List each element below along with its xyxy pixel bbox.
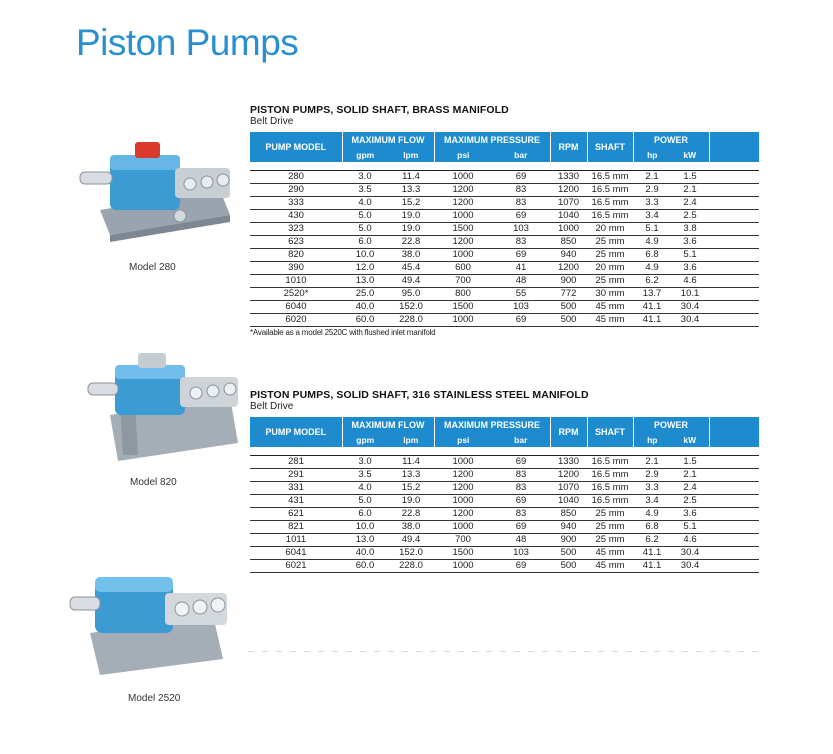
cell-rpm: 900 xyxy=(550,534,587,547)
cell-gpm: 4.0 xyxy=(342,482,388,495)
cell-hp: 4.9 xyxy=(633,508,671,521)
cell-gpm: 4.0 xyxy=(342,197,388,210)
cell-shaft: 25 mm xyxy=(587,236,633,249)
cell-blank xyxy=(709,482,759,495)
cell-hp: 3.3 xyxy=(633,197,671,210)
cell-psi: 1200 xyxy=(434,469,492,482)
cell-bar: 69 xyxy=(492,249,550,262)
table-row xyxy=(250,508,759,521)
header-hp: hp xyxy=(633,433,671,447)
cell-psi: 1000 xyxy=(434,171,492,184)
cell-hp: 6.2 xyxy=(633,275,671,288)
header-maximum-pressure: MAXIMUM PRESSURE xyxy=(434,132,550,148)
cell-bar: 69 xyxy=(492,560,550,573)
image-caption: Model 280 xyxy=(129,262,176,273)
cell-kw: 2.4 xyxy=(671,197,709,210)
cell-gpm: 3.5 xyxy=(342,184,388,197)
cell-lpm: 228.0 xyxy=(388,314,434,327)
header-lpm: lpm xyxy=(388,148,434,162)
cell-blank xyxy=(709,275,759,288)
cell-blank xyxy=(709,521,759,534)
cell-blank xyxy=(709,534,759,547)
cell-pump-model: 623 xyxy=(250,236,342,249)
cell-bar: 55 xyxy=(492,288,550,301)
cell-hp: 3.3 xyxy=(633,482,671,495)
spec-table-brass xyxy=(250,132,759,327)
header-shaft: SHAFT xyxy=(587,132,633,162)
cell-rpm: 1200 xyxy=(550,262,587,275)
cell-hp: 2.1 xyxy=(633,171,671,184)
cell-gpm: 13.0 xyxy=(342,534,388,547)
header-blank xyxy=(709,132,759,162)
cell-psi: 1200 xyxy=(434,236,492,249)
table-row xyxy=(250,521,759,534)
cell-psi: 1000 xyxy=(434,560,492,573)
cell-psi: 1000 xyxy=(434,456,492,469)
cell-blank xyxy=(709,210,759,223)
cell-hp: 3.4 xyxy=(633,495,671,508)
cell-psi: 1500 xyxy=(434,223,492,236)
table-row xyxy=(250,184,759,197)
cell-hp: 4.9 xyxy=(633,236,671,249)
cell-lpm: 15.2 xyxy=(388,197,434,210)
cell-kw: 3.6 xyxy=(671,236,709,249)
header-psi: psi xyxy=(434,148,492,162)
cell-bar: 69 xyxy=(492,495,550,508)
cell-hp: 3.4 xyxy=(633,210,671,223)
table-footnote: *Available as a model 2520C with flushed inlet manifold xyxy=(250,328,436,337)
cell-lpm: 13.3 xyxy=(388,184,434,197)
cell-rpm: 1070 xyxy=(550,197,587,210)
cell-hp: 41.1 xyxy=(633,314,671,327)
table-row xyxy=(250,236,759,249)
cell-psi: 1200 xyxy=(434,184,492,197)
cell-gpm: 40.0 xyxy=(342,301,388,314)
table-row xyxy=(250,456,759,469)
header-blank xyxy=(709,417,759,447)
cell-pump-model: 281 xyxy=(250,456,342,469)
header-hp: hp xyxy=(633,148,671,162)
cell-bar: 69 xyxy=(492,314,550,327)
header-maximum-flow: MAXIMUM FLOW xyxy=(342,417,434,433)
cell-shaft: 45 mm xyxy=(587,301,633,314)
cell-psi: 700 xyxy=(434,275,492,288)
cell-pump-model: 2520* xyxy=(250,288,342,301)
cell-shaft: 16.5 mm xyxy=(587,482,633,495)
image-caption: Model 2520 xyxy=(128,693,181,704)
cell-pump-model: 820 xyxy=(250,249,342,262)
faint-divider xyxy=(248,651,758,652)
cell-blank xyxy=(709,249,759,262)
table-row xyxy=(250,171,759,184)
section-stainless-manifold xyxy=(250,389,759,573)
cell-gpm: 5.0 xyxy=(342,210,388,223)
cell-kw: 2.1 xyxy=(671,184,709,197)
cell-psi: 800 xyxy=(434,288,492,301)
cell-pump-model: 333 xyxy=(250,197,342,210)
cell-kw: 2.5 xyxy=(671,495,709,508)
cell-gpm: 6.0 xyxy=(342,508,388,521)
header-bar: bar xyxy=(492,433,550,447)
cell-shaft: 45 mm xyxy=(587,314,633,327)
header-rpm: RPM xyxy=(550,417,587,447)
cell-psi: 700 xyxy=(434,534,492,547)
cell-gpm: 6.0 xyxy=(342,236,388,249)
cell-shaft: 16.5 mm xyxy=(587,456,633,469)
cell-bar: 83 xyxy=(492,482,550,495)
table-row xyxy=(250,534,759,547)
cell-rpm: 940 xyxy=(550,521,587,534)
cell-rpm: 1070 xyxy=(550,482,587,495)
cell-psi: 1000 xyxy=(434,210,492,223)
header-power: POWER xyxy=(633,417,709,433)
image-caption: Model 820 xyxy=(130,477,177,488)
cell-pump-model: 291 xyxy=(250,469,342,482)
header-bar: bar xyxy=(492,148,550,162)
cell-rpm: 500 xyxy=(550,547,587,560)
cell-lpm: 15.2 xyxy=(388,482,434,495)
table-row xyxy=(250,288,759,301)
table-row xyxy=(250,249,759,262)
cell-lpm: 11.4 xyxy=(388,456,434,469)
cell-pump-model: 6021 xyxy=(250,560,342,573)
cell-pump-model: 621 xyxy=(250,508,342,521)
cell-bar: 69 xyxy=(492,210,550,223)
cell-bar: 103 xyxy=(492,547,550,560)
cell-shaft: 16.5 mm xyxy=(587,495,633,508)
cell-hp: 6.8 xyxy=(633,249,671,262)
cell-rpm: 1330 xyxy=(550,171,587,184)
cell-hp: 5.1 xyxy=(633,223,671,236)
cell-rpm: 772 xyxy=(550,288,587,301)
header-gpm: gpm xyxy=(342,148,388,162)
cell-blank xyxy=(709,456,759,469)
cell-kw: 2.1 xyxy=(671,469,709,482)
cell-psi: 1200 xyxy=(434,197,492,210)
cell-shaft: 16.5 mm xyxy=(587,469,633,482)
table-row xyxy=(250,197,759,210)
cell-psi: 1000 xyxy=(434,521,492,534)
cell-lpm: 22.8 xyxy=(388,508,434,521)
cell-kw: 1.5 xyxy=(671,171,709,184)
cell-kw: 5.1 xyxy=(671,521,709,534)
cell-rpm: 500 xyxy=(550,560,587,573)
cell-kw: 4.6 xyxy=(671,275,709,288)
cell-blank xyxy=(709,184,759,197)
cell-pump-model: 6041 xyxy=(250,547,342,560)
cell-gpm: 25.0 xyxy=(342,288,388,301)
cell-gpm: 60.0 xyxy=(342,560,388,573)
cell-kw: 30.4 xyxy=(671,314,709,327)
cell-psi: 1200 xyxy=(434,508,492,521)
cell-rpm: 1200 xyxy=(550,184,587,197)
cell-rpm: 1330 xyxy=(550,456,587,469)
table-row xyxy=(250,469,759,482)
cell-bar: 69 xyxy=(492,456,550,469)
table-row xyxy=(250,560,759,573)
cell-pump-model: 323 xyxy=(250,223,342,236)
cell-lpm: 19.0 xyxy=(388,495,434,508)
cell-rpm: 1000 xyxy=(550,223,587,236)
cell-shaft: 25 mm xyxy=(587,521,633,534)
cell-hp: 4.9 xyxy=(633,262,671,275)
cell-lpm: 45.4 xyxy=(388,262,434,275)
header-maximum-flow: MAXIMUM FLOW xyxy=(342,132,434,148)
cell-hp: 41.1 xyxy=(633,547,671,560)
cell-shaft: 25 mm xyxy=(587,508,633,521)
cell-shaft: 30 mm xyxy=(587,288,633,301)
cell-blank xyxy=(709,223,759,236)
cell-gpm: 60.0 xyxy=(342,314,388,327)
cell-shaft: 25 mm xyxy=(587,534,633,547)
cell-lpm: 38.0 xyxy=(388,521,434,534)
cell-kw: 3.8 xyxy=(671,223,709,236)
cell-kw: 5.1 xyxy=(671,249,709,262)
cell-hp: 41.1 xyxy=(633,301,671,314)
cell-hp: 2.9 xyxy=(633,469,671,482)
cell-lpm: 19.0 xyxy=(388,223,434,236)
cell-blank xyxy=(709,236,759,249)
cell-pump-model: 821 xyxy=(250,521,342,534)
cell-rpm: 900 xyxy=(550,275,587,288)
header-gpm: gpm xyxy=(342,433,388,447)
cell-hp: 6.8 xyxy=(633,521,671,534)
cell-kw: 2.4 xyxy=(671,482,709,495)
cell-hp: 41.1 xyxy=(633,560,671,573)
section-subtitle: Belt Drive xyxy=(250,401,294,412)
section-title: PISTON PUMPS, SOLID SHAFT, BRASS MANIFOLD xyxy=(250,104,509,116)
header-power: POWER xyxy=(633,132,709,148)
cell-lpm: 49.4 xyxy=(388,534,434,547)
cell-lpm: 152.0 xyxy=(388,547,434,560)
header-lpm: lpm xyxy=(388,433,434,447)
header-shaft: SHAFT xyxy=(587,417,633,447)
table-row xyxy=(250,275,759,288)
cell-psi: 1200 xyxy=(434,482,492,495)
table-row xyxy=(250,210,759,223)
header-rpm: RPM xyxy=(550,132,587,162)
section-brass-manifold xyxy=(250,104,759,337)
cell-gpm: 3.0 xyxy=(342,171,388,184)
cell-psi: 1500 xyxy=(434,547,492,560)
cell-hp: 13.7 xyxy=(633,288,671,301)
table-row xyxy=(250,262,759,275)
cell-blank xyxy=(709,197,759,210)
cell-kw: 4.6 xyxy=(671,534,709,547)
cell-kw: 10.1 xyxy=(671,288,709,301)
cell-pump-model: 6020 xyxy=(250,314,342,327)
cell-kw: 30.4 xyxy=(671,301,709,314)
header-pump-model: PUMP MODEL xyxy=(250,417,342,447)
cell-psi: 1000 xyxy=(434,314,492,327)
section-subtitle: Belt Drive xyxy=(250,116,294,127)
cell-psi: 1500 xyxy=(434,301,492,314)
cell-shaft: 16.5 mm xyxy=(587,210,633,223)
cell-bar: 103 xyxy=(492,301,550,314)
table-row xyxy=(250,547,759,560)
cell-pump-model: 331 xyxy=(250,482,342,495)
cell-pump-model: 280 xyxy=(250,171,342,184)
cell-gpm: 13.0 xyxy=(342,275,388,288)
cell-gpm: 5.0 xyxy=(342,223,388,236)
header-pump-model: PUMP MODEL xyxy=(250,132,342,162)
cell-bar: 83 xyxy=(492,236,550,249)
cell-pump-model: 290 xyxy=(250,184,342,197)
cell-lpm: 38.0 xyxy=(388,249,434,262)
cell-psi: 1000 xyxy=(434,249,492,262)
cell-lpm: 228.0 xyxy=(388,560,434,573)
cell-gpm: 10.0 xyxy=(342,249,388,262)
cell-blank xyxy=(709,288,759,301)
cell-pump-model: 390 xyxy=(250,262,342,275)
cell-gpm: 40.0 xyxy=(342,547,388,560)
cell-bar: 83 xyxy=(492,197,550,210)
cell-gpm: 3.0 xyxy=(342,456,388,469)
cell-lpm: 13.3 xyxy=(388,469,434,482)
cell-kw: 30.4 xyxy=(671,547,709,560)
cell-kw: 3.6 xyxy=(671,262,709,275)
cell-bar: 103 xyxy=(492,223,550,236)
cell-rpm: 940 xyxy=(550,249,587,262)
cell-pump-model: 430 xyxy=(250,210,342,223)
cell-kw: 1.5 xyxy=(671,456,709,469)
cell-pump-model: 431 xyxy=(250,495,342,508)
cell-bar: 69 xyxy=(492,171,550,184)
cell-shaft: 25 mm xyxy=(587,249,633,262)
table-row xyxy=(250,301,759,314)
pump-image-model-280 xyxy=(70,120,240,245)
header-kw: kW xyxy=(671,433,709,447)
cell-rpm: 1200 xyxy=(550,469,587,482)
cell-shaft: 16.5 mm xyxy=(587,171,633,184)
cell-hp: 2.1 xyxy=(633,456,671,469)
cell-psi: 1000 xyxy=(434,495,492,508)
cell-blank xyxy=(709,262,759,275)
cell-kw: 2.5 xyxy=(671,210,709,223)
spec-table-stainless xyxy=(250,417,759,573)
cell-blank xyxy=(709,560,759,573)
cell-bar: 83 xyxy=(492,508,550,521)
cell-blank xyxy=(709,469,759,482)
cell-rpm: 1040 xyxy=(550,495,587,508)
table-row xyxy=(250,495,759,508)
cell-gpm: 5.0 xyxy=(342,495,388,508)
cell-hp: 2.9 xyxy=(633,184,671,197)
cell-lpm: 95.0 xyxy=(388,288,434,301)
header-maximum-pressure: MAXIMUM PRESSURE xyxy=(434,417,550,433)
table-row xyxy=(250,482,759,495)
cell-bar: 48 xyxy=(492,275,550,288)
cell-shaft: 20 mm xyxy=(587,262,633,275)
cell-psi: 600 xyxy=(434,262,492,275)
cell-rpm: 850 xyxy=(550,236,587,249)
header-kw: kW xyxy=(671,148,709,162)
cell-shaft: 45 mm xyxy=(587,560,633,573)
cell-lpm: 19.0 xyxy=(388,210,434,223)
cell-rpm: 500 xyxy=(550,301,587,314)
cell-gpm: 10.0 xyxy=(342,521,388,534)
pump-image-model-2520 xyxy=(65,555,235,675)
cell-lpm: 11.4 xyxy=(388,171,434,184)
cell-bar: 83 xyxy=(492,469,550,482)
cell-shaft: 16.5 mm xyxy=(587,197,633,210)
cell-lpm: 22.8 xyxy=(388,236,434,249)
section-title: PISTON PUMPS, SOLID SHAFT, 316 STAINLESS STEEL MANIFOLD xyxy=(250,389,589,401)
cell-hp: 6.2 xyxy=(633,534,671,547)
cell-blank xyxy=(709,547,759,560)
cell-shaft: 45 mm xyxy=(587,547,633,560)
cell-shaft: 16.5 mm xyxy=(587,184,633,197)
cell-lpm: 152.0 xyxy=(388,301,434,314)
cell-blank xyxy=(709,314,759,327)
page-title: Piston Pumps xyxy=(76,22,299,63)
cell-blank xyxy=(709,171,759,184)
cell-rpm: 500 xyxy=(550,314,587,327)
cell-kw: 30.4 xyxy=(671,560,709,573)
cell-bar: 69 xyxy=(492,521,550,534)
header-psi: psi xyxy=(434,433,492,447)
cell-pump-model: 6040 xyxy=(250,301,342,314)
cell-blank xyxy=(709,495,759,508)
table-row xyxy=(250,314,759,327)
cell-blank xyxy=(709,301,759,314)
cell-rpm: 1040 xyxy=(550,210,587,223)
cell-pump-model: 1010 xyxy=(250,275,342,288)
cell-lpm: 49.4 xyxy=(388,275,434,288)
cell-bar: 83 xyxy=(492,184,550,197)
cell-gpm: 12.0 xyxy=(342,262,388,275)
cell-kw: 3.6 xyxy=(671,508,709,521)
table-row xyxy=(250,223,759,236)
cell-bar: 41 xyxy=(492,262,550,275)
cell-shaft: 20 mm xyxy=(587,223,633,236)
cell-pump-model: 1011 xyxy=(250,534,342,547)
cell-blank xyxy=(709,508,759,521)
cell-bar: 48 xyxy=(492,534,550,547)
pump-image-model-820 xyxy=(80,335,250,465)
cell-rpm: 850 xyxy=(550,508,587,521)
cell-gpm: 3.5 xyxy=(342,469,388,482)
cell-shaft: 25 mm xyxy=(587,275,633,288)
